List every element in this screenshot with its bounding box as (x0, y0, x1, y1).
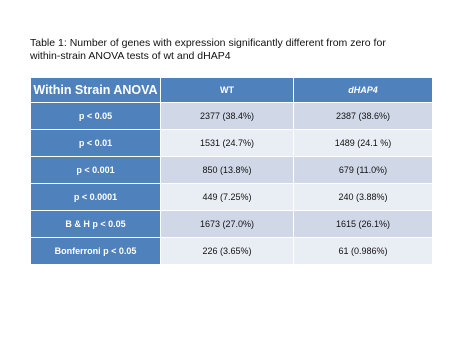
wt-cell: 850 (13.8%) (161, 157, 294, 184)
header-row (31, 78, 433, 103)
corner-header: Within Strain ANOVA (31, 78, 161, 103)
table-row (31, 211, 433, 238)
anova-results-table (30, 77, 433, 265)
column-header-dhap4: dHAP4 (294, 78, 433, 103)
wt-cell: 1531 (24.7%) (161, 130, 294, 157)
row-label: p < 0.05 (31, 103, 161, 130)
wt-cell: 226 (3.65%) (161, 238, 294, 265)
table-row (31, 157, 433, 184)
row-label: B & H p < 0.05 (31, 211, 161, 238)
table-row (31, 184, 433, 211)
wt-cell: 1673 (27.0%) (161, 211, 294, 238)
dhap4-cell: 679 (11.0%) (294, 157, 433, 184)
table-row (31, 103, 433, 130)
dhap4-cell: 1489 (24.1 %) (294, 130, 433, 157)
row-label: p < 0.001 (31, 157, 161, 184)
table-caption (30, 37, 420, 63)
caption-line-1: Table 1: Number of genes with expression significantly different from zero for (30, 37, 386, 49)
dhap4-cell: 61 (0.986%) (294, 238, 433, 265)
row-label: p < 0.01 (31, 130, 161, 157)
wt-cell: 2377 (38.4%) (161, 103, 294, 130)
dhap4-cell: 2387 (38.6%) (294, 103, 433, 130)
wt-cell: 449 (7.25%) (161, 184, 294, 211)
row-label: Bonferroni p < 0.05 (31, 238, 161, 265)
column-header-wt: WT (161, 78, 294, 103)
table-row (31, 130, 433, 157)
caption-line-2: within-strain ANOVA tests of wt and dHAP4 (30, 50, 231, 62)
dhap4-cell: 240 (3.88%) (294, 184, 433, 211)
table-row (31, 238, 433, 265)
dhap4-cell: 1615 (26.1%) (294, 211, 433, 238)
row-label: p < 0.0001 (31, 184, 161, 211)
